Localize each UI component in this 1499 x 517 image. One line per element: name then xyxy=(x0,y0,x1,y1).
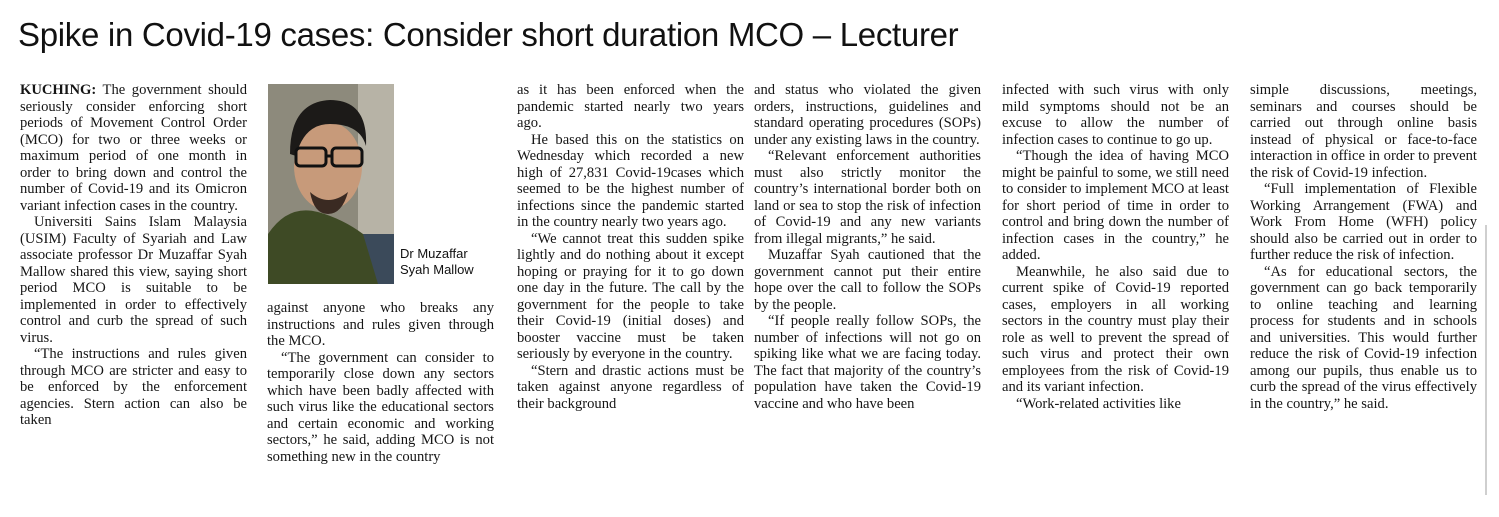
headline: Spike in Covid-19 cases: Consider short duration MCO – Lecturer xyxy=(18,16,959,53)
article-paragraph: against anyone who breaks any instructions and rules given through the MCO. xyxy=(267,300,494,349)
article-paragraph: “The government can consider to temporarily close down any sectors which have been badly affected with such virus like the educational sectors and certain economic and working sectors,” he said, adding MCO is not something new in the country xyxy=(267,349,494,465)
article-paragraph xyxy=(20,82,247,214)
photo-caption xyxy=(400,246,500,277)
article-column-5 xyxy=(1002,82,1229,412)
article-column-6 xyxy=(1250,82,1477,412)
article-paragraph: “We cannot treat this sudden spike lightly and do nothing about it except hoping or praying for it to go down one day in the future. The call by the government for the people to take their Covid-19 (initial doses) and booster vaccine must be taken seriously by everyone in the country. xyxy=(517,230,744,362)
article-paragraph: He based this on the statistics on Wednesday which recorded a new high of 27,831 Covid-19cases which seemed to be the highest number of infections since the pandemic started in the country nearly two years ago. xyxy=(517,131,744,230)
article-paragraph: Universiti Sains Islam Malaysia (USIM) Faculty of Syariah and Law associate professor Dr Muzaffar Syah Mallow shared this view, saying short period MCO is suitable to be implemented in order to effectively control and curb the spread of such virus. xyxy=(20,214,247,346)
article-column-2 xyxy=(267,300,494,465)
article-paragraph: infected with such virus with only mild symptoms should not be an excuse to allow the number of infection cases to continue to go up. xyxy=(1002,82,1229,148)
article-paragraph: “As for educational sectors, the government can go back temporarily to online teaching and learning process for students and in schools and universities. This would further reduce the risk of Covid-19 infection among our pupils, thus enable us to curb the spread of the virus effectively in the country,” he said. xyxy=(1250,263,1477,412)
article-paragraph: “The instructions and rules given through MCO are stricter and easy to be enforced by the enforcement agencies. Stern action can also be taken xyxy=(20,346,247,428)
article-paragraph: “Work-related activities like xyxy=(1016,395,1181,412)
article-paragraph: “If people really follow SOPs, the number of infections will not go on spiking like what we are facing today. The fact that majority of the country’s population have taken the Covid-19 vaccine and who have been xyxy=(754,313,981,412)
column-divider xyxy=(1485,225,1487,495)
article-paragraph: “Though the idea of having MCO might be painful to some, we still need to consider to implement MCO at least for short period of time in order to control and bring down the number of infection cases in the country,” he added. xyxy=(1002,148,1229,263)
photo-caption-line: Syah Mallow xyxy=(400,261,474,277)
article-paragraph: and status who violated the given orders, instructions, guidelines and standard operating procedures (SOPs) under any existing laws in the country. xyxy=(754,82,981,148)
article-column-4 xyxy=(754,82,981,412)
author-portrait-image xyxy=(268,84,394,284)
article-paragraph: Meanwhile, he also said due to current spike of Covid-19 reported cases, employers in all working sectors in the country must play their role as well to prevent the spread of such virus and protect their own employees from the risk of Covid-19 and its variant infection. xyxy=(1002,263,1229,395)
article-column-3 xyxy=(517,82,744,412)
paragraph-text: The government should seriously consider enforcing short periods of Movement Control Order (MCO) for two or three weeks or maximum period of one month in order to bring down and control the number of Covid-19 and its Omicron variant infection cases in the country. xyxy=(20,82,247,214)
article-paragraph: “Full implementation of Flexible Working Arrangement (FWA) and Work From Home (WFH) policy should also be carried out in order to further reduce the risk of infection. xyxy=(1250,181,1477,263)
author-photo xyxy=(268,84,394,284)
article-paragraph: Muzaffar Syah cautioned that the government cannot put their entire hope over the call to follow the SOPs by the people. xyxy=(754,247,981,313)
photo-caption-line: Dr Muzaffar xyxy=(400,246,468,261)
article-paragraph: “Relevant enforcement authorities must also strictly monitor the country’s international border both on land or sea to stop the risk of infection of Covid-19 and any new variants from illegal migrants,” he said. xyxy=(754,148,981,247)
article-paragraph: as it has been enforced when the pandemic started nearly two years ago. xyxy=(517,82,744,131)
article-paragraph: “Stern and drastic actions must be taken against anyone regardless of their background xyxy=(517,362,744,412)
article-paragraph: simple discussions, meetings, seminars and courses should be carried out through online basis instead of physical or face-to-face interaction in office in order to prevent the risk of Covid-19 infection. xyxy=(1250,82,1477,181)
dateline: KUCHING: xyxy=(20,82,97,98)
article-column-1 xyxy=(20,82,247,429)
